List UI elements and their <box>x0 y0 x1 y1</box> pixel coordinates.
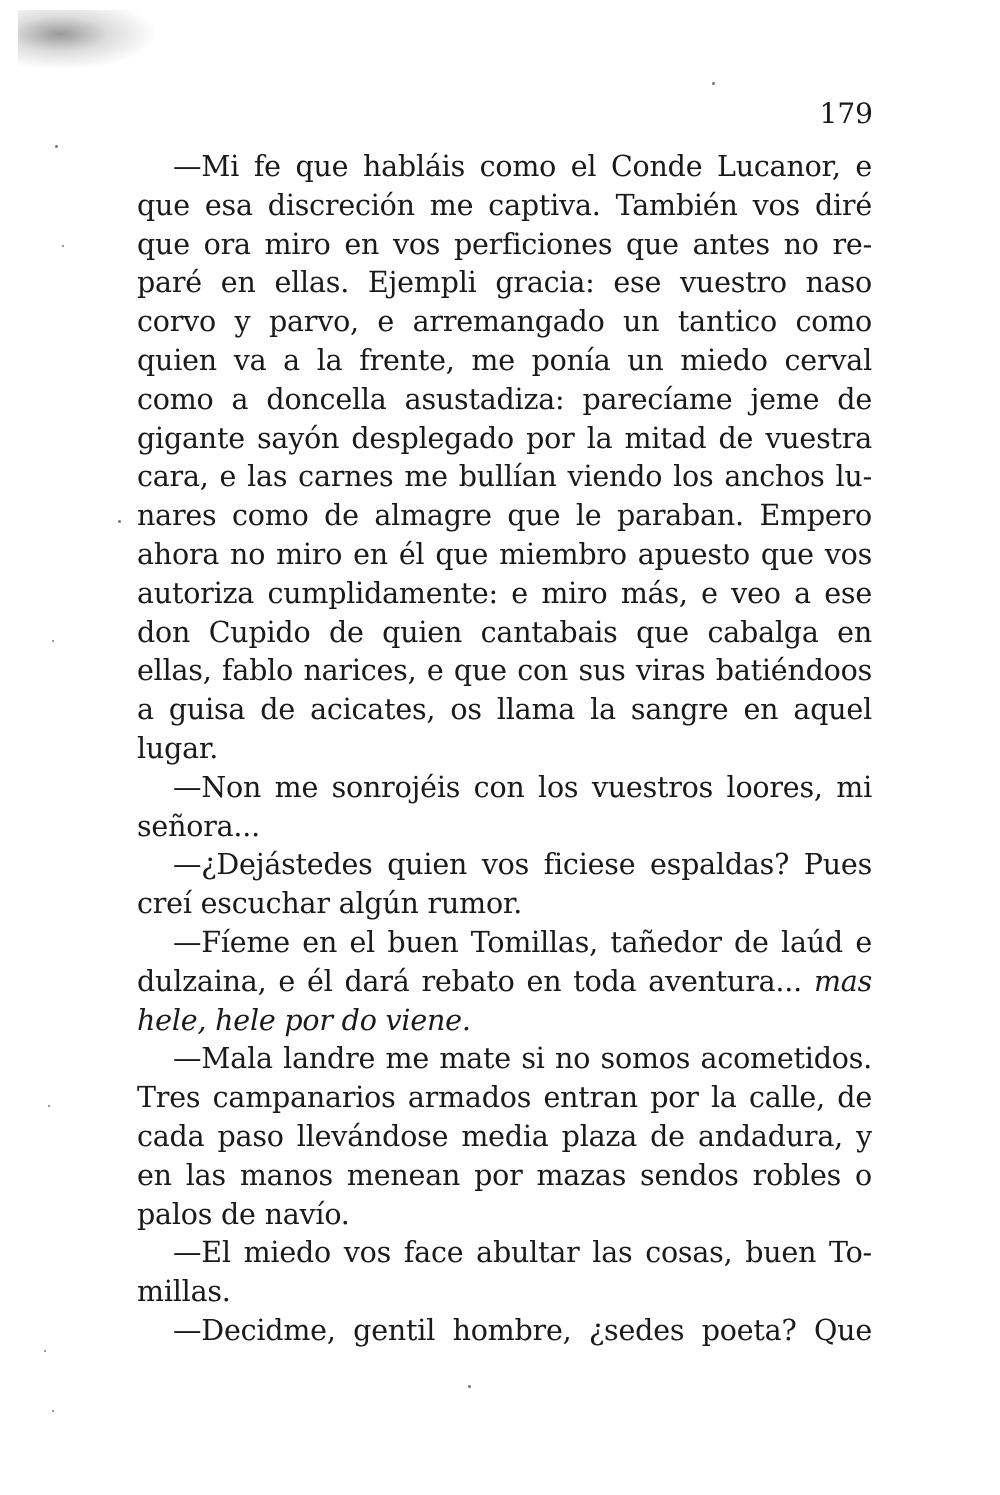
scan-speck <box>62 245 64 247</box>
text-line-content: Tres campanarios armados entran por la calle, de <box>137 1081 872 1115</box>
text-line-content: —Non me sonrojéis con los vuestros loores, mi <box>173 770 872 804</box>
scan-smudge <box>18 10 158 70</box>
text-line <box>137 963 872 1002</box>
text-line <box>137 846 872 885</box>
text-line <box>137 497 872 536</box>
italic-text: mas <box>813 964 872 998</box>
text-line <box>137 458 872 497</box>
text-line <box>137 1002 872 1041</box>
text-line <box>137 381 872 420</box>
scan-speck <box>52 640 54 642</box>
page-number: 179 <box>819 97 873 130</box>
text-line-content: lugar. <box>137 731 219 765</box>
page-text <box>137 148 872 1351</box>
text-line <box>137 264 872 303</box>
text-line-content: —Fíeme en el buen Tomillas, tañedor de laúd e <box>173 925 872 959</box>
text-line-content: cada paso llevándose media plaza de andadura, y <box>137 1119 872 1153</box>
text-line-content: autoriza cumplidamente: e miro más, e veo a ese <box>137 576 872 610</box>
text-line-content: millas. <box>137 1275 231 1309</box>
text-line <box>137 769 872 808</box>
scan-speck <box>48 1105 50 1107</box>
text-line-content: —Mi fe que habláis como el Conde Lucanor, e <box>173 150 872 183</box>
text-line-content: —Decidme, gentil hombre, ¿sedes poeta? Que <box>173 1313 872 1347</box>
text-line-content: como a doncella asustadiza: parecíame jeme de <box>137 382 872 416</box>
text-line <box>137 1273 872 1312</box>
scan-speck <box>712 82 715 85</box>
text-line-content: corvo y parvo, e arremangado un tantico como <box>137 305 872 339</box>
text-line-content: don Cupido de quien cantabais que cabalga en <box>137 615 872 649</box>
text-line <box>137 652 872 691</box>
text-line-content: señora... <box>137 809 260 843</box>
text-line <box>137 1157 872 1196</box>
text-line <box>137 1040 872 1079</box>
text-line <box>137 1118 872 1157</box>
text-line <box>137 808 872 847</box>
text-line-content: paré en ellas. Ejempli gracia: ese vuestro naso <box>137 266 872 300</box>
text-line-content: dulzaina, e él dará rebato en toda aventura... <box>137 964 814 998</box>
text-line <box>137 420 872 459</box>
text-line <box>137 1196 872 1235</box>
text-line-content: —El miedo vos face abultar las cosas, buen To- <box>173 1236 872 1270</box>
text-line-content: quien va a la frente, me ponía un miedo cerval <box>137 343 872 377</box>
text-line <box>137 148 872 187</box>
text-line-content: creí escuchar algún rumor. <box>137 887 523 921</box>
text-line-content: ellas, fablo narices, e que con sus viras batiéndoos <box>137 654 872 688</box>
text-line-content: —¿Dejástedes quien vos ficiese espaldas? Pues <box>173 848 872 882</box>
scan-speck <box>55 145 58 148</box>
text-line <box>137 575 872 614</box>
scan-speck <box>52 1410 54 1412</box>
text-line-content: —Mala landre me mate si no somos acometidos. <box>173 1042 872 1076</box>
text-line <box>137 730 872 769</box>
scan-speck <box>118 520 121 523</box>
text-line <box>137 1312 872 1351</box>
text-line-content: nares como de almagre que le paraban. Empero <box>137 499 872 533</box>
text-line <box>137 614 872 653</box>
scan-speck <box>468 1385 471 1388</box>
text-line-content: a guisa de acicates, os llama la sangre en aquel <box>137 693 872 727</box>
text-line-content: que ora miro en vos perficiones que antes no re- <box>137 227 872 261</box>
text-line-content: que esa discreción me captiva. También vos diré <box>137 188 872 222</box>
text-line <box>137 691 872 730</box>
text-line <box>137 1234 872 1273</box>
text-line-content: en las manos menean por mazas sendos robles o <box>137 1158 872 1192</box>
text-line-content: ahora no miro en él que miembro apuesto que vos <box>137 537 872 571</box>
text-line-content: palos de navío. <box>137 1197 350 1231</box>
text-line <box>137 303 872 342</box>
text-line <box>137 187 872 226</box>
text-line <box>137 885 872 924</box>
text-line <box>137 536 872 575</box>
text-line <box>137 342 872 381</box>
text-line <box>137 924 872 963</box>
text-line <box>137 226 872 265</box>
italic-text: hele, hele por do viene. <box>137 1003 471 1037</box>
scan-speck <box>44 1350 46 1352</box>
text-line-content: gigante sayón desplegado por la mitad de vuestra <box>137 421 872 455</box>
text-line-content: cara, e las carnes me bullían viendo los anchos lu- <box>137 460 872 494</box>
text-line <box>137 1079 872 1118</box>
